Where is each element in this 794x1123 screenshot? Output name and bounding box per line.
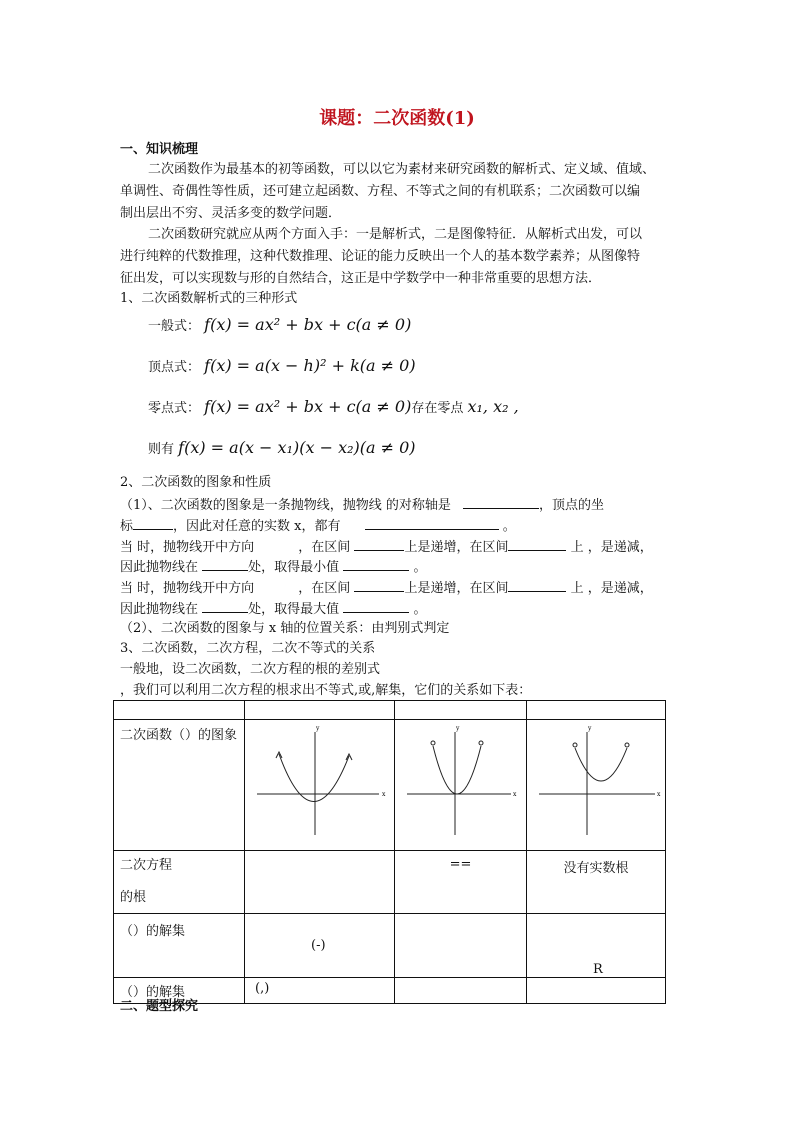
table-cell [395,914,527,978]
table-cell [527,701,666,720]
table-cell [395,978,527,1004]
props-line4-text-c: 。 [413,560,427,575]
blank-min-position [202,557,248,571]
ineq1-two-roots: (-) [311,938,326,953]
props-line6-text-c: 。 [413,602,427,617]
props-line4-text-a: 因此抛物线在 [120,560,199,575]
open-end-right [625,743,629,747]
relation-line2: ，我们可以利用二次方程的根求出不等式,或,解集，它们的关系如下表： [120,683,532,698]
props-line6-text-a: 因此抛物线在 [120,602,199,617]
blank-increasing-interval-2 [354,578,404,592]
open-end-left [573,743,577,747]
ineq1-one-root [395,914,526,926]
props-line1-text-b: ，顶点的坐 [539,498,605,513]
relation-heading: 3、二次函数，二次方程，二次不等式的关系 [120,641,376,656]
table-cell [114,914,245,978]
x-axis-label: x [382,791,386,798]
para1-line2: 单调性、奇偶性等性质，还可建立起函数、方程、不等式之间的有机联系；二次函数可以编 [120,184,641,199]
ineq2-one-root [395,978,526,984]
para2-line2: 进行纯粹的代数推理，这种代数推理、论证的能力反映出一个人的基本数学素养；从图像特 [120,249,641,264]
table-cell [245,978,395,1004]
props-line6 [120,599,426,619]
table-cell [395,701,527,720]
ineq2-no-root [527,978,665,984]
props-line3 [120,537,653,557]
general-form [148,314,411,338]
props-line3-text-d: 上 ，是递减， [570,540,653,555]
table-cell-graph-two-roots [245,720,395,851]
table-cell [245,701,395,720]
table-cell [245,851,395,914]
ineq1-no-root: R [593,962,603,977]
forms-heading: 1、二次函数解析式的三种形式 [120,291,298,306]
para1-line1: 二次函数作为最基本的初等函数，可以以它为素材来研究函数的解析式、定义域、值域、 [148,162,656,177]
table-cell [114,720,245,851]
props-line4-text-b: 处，取得最小值 [248,560,340,575]
row-graph-label: 二次函数（）的图象 [120,728,238,743]
blank-min-value [343,557,409,571]
factored-form-label: 则有 [148,442,175,457]
zero-form-label: 零点式： [148,401,201,416]
props-line1 [120,495,604,515]
parabola-one-root-graph [395,720,526,846]
props-line5-text-c: 上是递增，在区间 [404,581,509,596]
blank-max-value [343,599,409,613]
section2-heading: 二、题型探究 [120,999,199,1014]
table-cell [245,914,395,978]
table-cell [395,851,527,914]
x-axis-label: x [657,791,661,798]
table-row-graph [114,720,666,851]
zero-form-formula: f(x) = ax² + bx + c(a ≠ 0) [204,397,412,416]
general-form-formula: f(x) = ax² + bx + c(a ≠ 0) [204,315,412,334]
blank-inequality [365,516,499,530]
props-line6-text-b: 处，取得最大值 [248,602,340,617]
y-axis-label: y [588,725,592,732]
props-line4 [120,557,426,577]
blank-max-position [202,599,248,613]
section1-heading: 一、知识梳理 [120,142,199,157]
para2-line3: 征出发，可以实现数与形的自然结合，这正是中学数学中一种非常重要的思想方法． [120,271,602,286]
table-row-equation [114,851,666,914]
zero-form-suffix: 存在零点 [411,401,464,416]
table-cell [114,701,245,720]
blank-decreasing-interval-2 [508,578,566,592]
factored-form [148,437,416,461]
para2-line1: 二次函数研究就应从两个方面入手：一是解析式，二是图像特征．从解析式出发，可以 [148,227,643,242]
vertex-form-formula: f(x) = a(x − h)² + k(a ≠ 0) [204,356,416,375]
vertex-form [148,355,416,379]
para1-line3: 制出层出不穷、灵活多变的数学问题． [120,206,342,221]
row-eq-label-line1: 二次方程 [120,858,173,873]
table-cell [527,978,666,1004]
y-axis-label: y [456,725,460,732]
blank-decreasing-interval [508,537,566,551]
props-line2-text-b: ，因此对任意的实数 x，都有 [173,519,341,534]
table-cell [527,851,666,914]
table-cell [114,851,245,914]
table-cell [527,914,666,978]
y-axis-label: y [316,725,320,732]
props-line1-text-a: （1）、二次函数的图象是一条抛物线，抛物线 的对称轴是 [120,498,451,513]
blank-axis [463,495,539,509]
props-line5 [120,578,653,598]
props-line2 [120,516,516,536]
factored-form-formula: f(x) = a(x − x₁)(x − x₂)(a ≠ 0) [178,438,416,457]
table-row-ineq1 [114,914,666,978]
row-eq-label [114,851,244,913]
parabola-curve [575,748,627,781]
relation-line1: 一般地，设二次函数，二次方程的根的差别式 [120,662,381,677]
parabola-two-roots-graph [245,720,394,846]
parabola-no-root-graph [527,720,665,846]
props-line3-text-b: ，在区间 [298,540,351,555]
vertex-form-label: 顶点式： [148,360,201,375]
props-line5-text-b: ，在区间 [298,581,351,596]
table-cell-graph-one-root [395,720,527,851]
zero-form [148,396,519,420]
props-line3-text-c: 上是递增，在区间 [404,540,509,555]
eq-two-roots [245,851,394,863]
eq-no-root: 没有实数根 [563,861,629,876]
table-cell-graph-no-root [527,720,666,851]
relation-table [113,700,666,1004]
open-end-right [479,741,483,745]
blank-vertex [133,516,173,530]
open-end-left [431,741,435,745]
row-eq-label-line2: 的根 [120,890,147,905]
ineq2-two-roots: (,) [255,981,270,996]
props-line7: （2）、二次函数的图象与 x 轴的位置关系：由判别式判定 [120,621,450,636]
parabola-curve [433,746,481,794]
eq-one-root: == [449,857,472,872]
page-title: 课题：二次函数(1) [319,108,475,129]
props-line3-text-a: 当 时，抛物线开中方向 [120,540,255,555]
table-header-row [114,701,666,720]
blank-increasing-interval [354,537,404,551]
row-ineq1-label: （）的解集 [120,924,186,939]
zero-form-roots: x₁, x₂ , [467,397,519,416]
graph-props-heading: 2、二次函数的图象和性质 [120,475,272,490]
props-line2-text-a: 标 [120,519,134,534]
props-line5-text-a: 当 时，抛物线开中方向 [120,581,255,596]
props-line5-text-d: 上 ，是递减， [570,581,653,596]
x-axis-label: x [513,791,517,798]
props-line2-text-c: 。 [502,519,516,534]
general-form-label: 一般式： [148,319,201,334]
row-ineq2-label: （）的解集 [120,985,186,1000]
